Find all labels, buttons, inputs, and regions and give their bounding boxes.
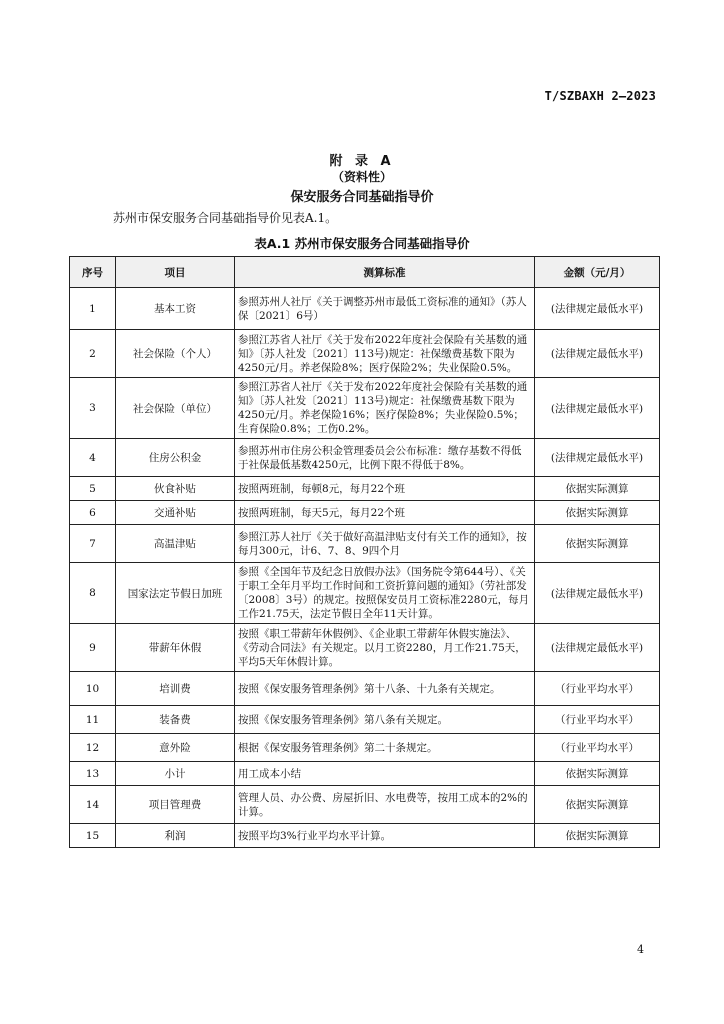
row-item: 住房公积金 <box>116 439 235 477</box>
table-header-row <box>70 257 660 288</box>
table-caption: 表A.1 苏州市保安服务合同基础指导价 <box>254 236 470 251</box>
row-amount: （行业平均水平） <box>535 734 660 762</box>
row-basis: 按照平均3%行业平均水平计算。 <box>235 824 535 848</box>
row-number: 9 <box>70 624 116 672</box>
row-basis: 按照两班制，每顿8元，每月22个班 <box>235 477 535 501</box>
row-amount: 依据实际测算 <box>535 501 660 525</box>
row-amount: (法律规定最低水平) <box>535 439 660 477</box>
row-item: 意外险 <box>116 734 235 762</box>
row-number: 1 <box>70 288 116 330</box>
row-number: 4 <box>70 439 116 477</box>
row-number: 5 <box>70 477 116 501</box>
table-row <box>70 439 660 477</box>
row-amount: 依据实际测算 <box>535 762 660 786</box>
row-basis: 参照《全国年节及纪念日放假办法》（国务院令第644号）、《关于职工全年月平均工作时间和工资折算问题的通知》（劳社部发〔2008〕3号）的规定。按照保安员月工资标准2280元，每月工作21.75天，法定节假日全年11天计算。 <box>235 563 535 624</box>
row-number: 7 <box>70 525 116 563</box>
row-number: 10 <box>70 672 116 706</box>
page-number: 4 <box>637 943 644 956</box>
row-number: 13 <box>70 762 116 786</box>
row-item: 培训费 <box>116 672 235 706</box>
row-amount: (法律规定最低水平) <box>535 563 660 624</box>
table-row <box>70 378 660 439</box>
row-item: 高温津贴 <box>116 525 235 563</box>
row-basis: 按照两班制，每天5元，每月22个班 <box>235 501 535 525</box>
row-amount: (法律规定最低水平) <box>535 378 660 439</box>
appendix-title: 附 录 A <box>329 154 395 169</box>
table-row <box>70 288 660 330</box>
appendix-name: 保安服务合同基础指导价 <box>290 190 434 205</box>
table-row <box>70 501 660 525</box>
row-item: 小计 <box>116 762 235 786</box>
row-item: 社会保险（单位） <box>116 378 235 439</box>
row-number: 14 <box>70 786 116 824</box>
row-basis: 按照《保安服务管理条例》第八条有关规定。 <box>235 706 535 734</box>
table-row <box>70 624 660 672</box>
table-row <box>70 525 660 563</box>
row-amount: 依据实际测算 <box>535 786 660 824</box>
row-item: 交通补贴 <box>116 501 235 525</box>
row-item: 伙食补贴 <box>116 477 235 501</box>
row-number: 12 <box>70 734 116 762</box>
table-row <box>70 824 660 848</box>
price-guide-table <box>69 256 660 848</box>
row-number: 2 <box>70 330 116 378</box>
row-basis: 按照《保安服务管理条例》第十八条、十九条有关规定。 <box>235 672 535 706</box>
table-row <box>70 330 660 378</box>
table-row <box>70 477 660 501</box>
row-number: 15 <box>70 824 116 848</box>
row-amount: （行业平均水平） <box>535 706 660 734</box>
table-body <box>70 288 660 848</box>
row-basis: 参照苏州市住房公积金管理委员会公布标准：缴存基数不得低于社保最低基数4250元，比例下限不得低于8%。 <box>235 439 535 477</box>
row-number: 11 <box>70 706 116 734</box>
table-row <box>70 706 660 734</box>
row-basis: 管理人员、办公费、房屋折旧、水电费等，按用工成本的2%的计算。 <box>235 786 535 824</box>
row-item: 社会保险（个人） <box>116 330 235 378</box>
row-basis: 根据《保安服务管理条例》第二十条规定。 <box>235 734 535 762</box>
row-amount: (法律规定最低水平) <box>535 288 660 330</box>
row-amount: 依据实际测算 <box>535 477 660 501</box>
row-basis: 参照苏州人社厅《关于调整苏州市最低工资标准的通知》（苏人保〔2021〕6号） <box>235 288 535 330</box>
intro-text: 苏州市保安服务合同基础指导价见表A.1。 <box>113 211 338 225</box>
table-row <box>70 786 660 824</box>
table-row <box>70 762 660 786</box>
document-code: T/SZBAXH 2—2023 <box>544 89 656 103</box>
row-item: 项目管理费 <box>116 786 235 824</box>
table-row <box>70 672 660 706</box>
appendix-type: （资料性） <box>331 170 392 184</box>
header-item: 项目 <box>116 257 235 288</box>
row-basis: 参照江苏省人社厅《关于发布2022年度社会保险有关基数的通知》〔苏人社发〔2021〕113号)规定：社保缴费基数下限为4250元/月。养老保险8%；医疗保险2%；失业保险0.5%。 <box>235 330 535 378</box>
row-amount: (法律规定最低水平) <box>535 624 660 672</box>
row-basis: 用工成本小结 <box>235 762 535 786</box>
row-number: 6 <box>70 501 116 525</box>
row-amount: 依据实际测算 <box>535 824 660 848</box>
row-number: 8 <box>70 563 116 624</box>
table-row <box>70 563 660 624</box>
row-basis: 参照江苏人社厅《关于做好高温津贴支付有关工作的通知》，按每月300元，计6、7、8、9四个月 <box>235 525 535 563</box>
row-item: 利润 <box>116 824 235 848</box>
row-item: 装备费 <box>116 706 235 734</box>
header-amount: 金额（元/月） <box>535 257 660 288</box>
row-item: 带薪年休假 <box>116 624 235 672</box>
row-amount: (法律规定最低水平) <box>535 330 660 378</box>
row-basis: 参照江苏省人社厅《关于发布2022年度社会保险有关基数的通知》〔苏人社发〔2021〕113号)规定：社保缴费基数下限为4250元/月。养老保险16%；医疗保险8%；失业保险0.5%；生育保险0.8%；工伤0.2%。 <box>235 378 535 439</box>
row-basis: 按照《职工带薪年休假例》、《企业职工带薪年休假实施法》、《劳动合同法》有关规定。以月工资2280，月工作21.75天，平均5天年休假计算。 <box>235 624 535 672</box>
row-number: 3 <box>70 378 116 439</box>
header-basis: 测算标准 <box>235 257 535 288</box>
row-item: 国家法定节假日加班 <box>116 563 235 624</box>
header-no: 序号 <box>70 257 116 288</box>
row-item: 基本工资 <box>116 288 235 330</box>
row-amount: （行业平均水平） <box>535 672 660 706</box>
table-row <box>70 734 660 762</box>
row-amount: 依据实际测算 <box>535 525 660 563</box>
